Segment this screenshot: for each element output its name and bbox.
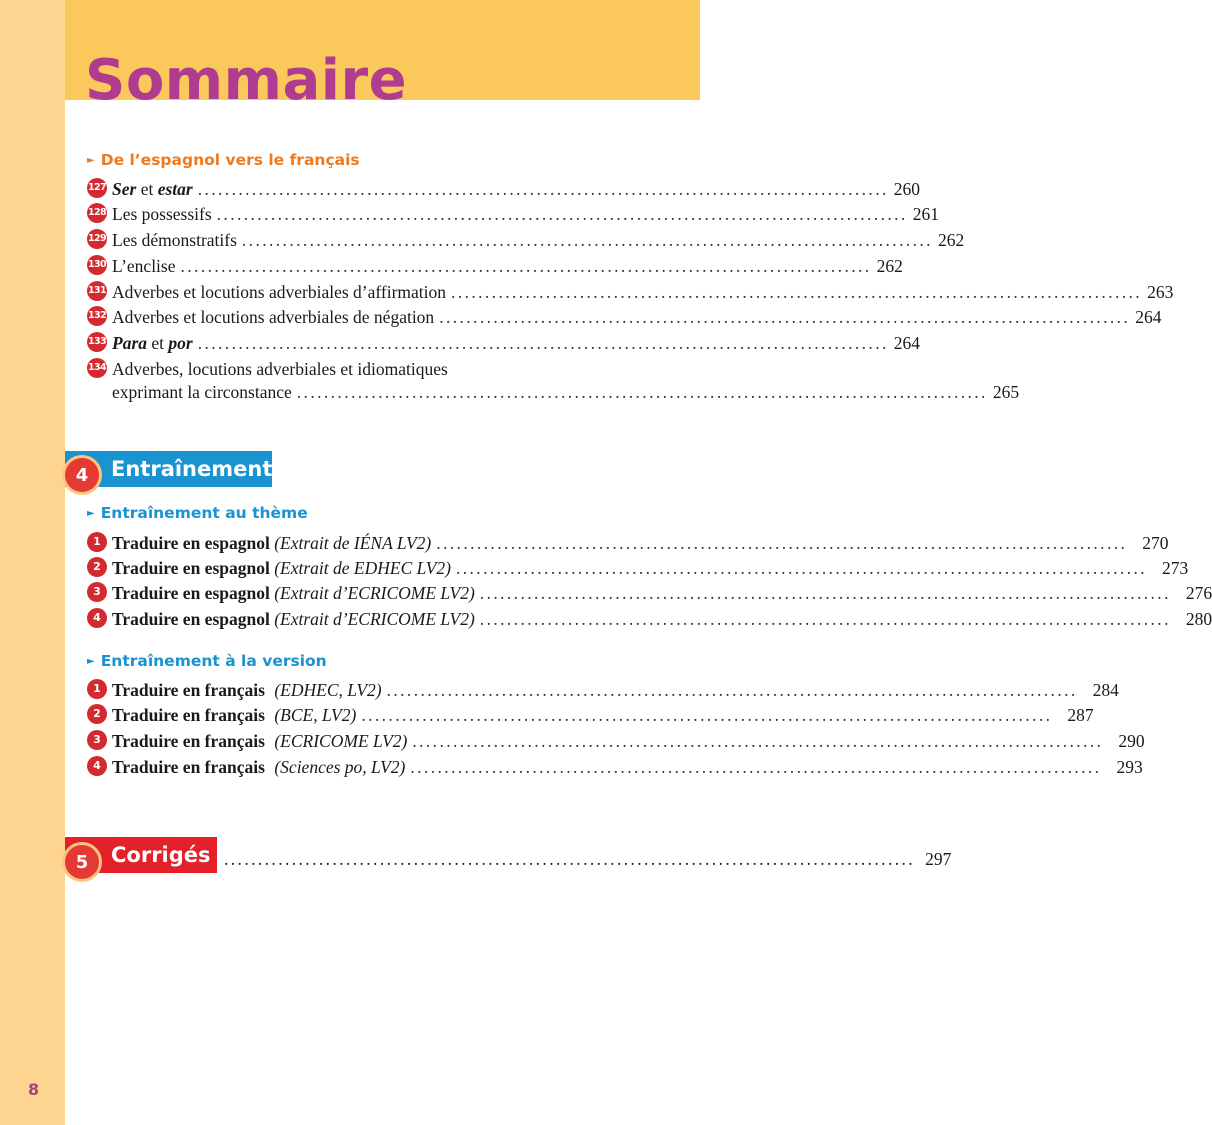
page-ref: 264 <box>893 333 921 353</box>
toc-entry-title: Adverbes et locutions adverbiales de négation <box>112 307 435 327</box>
chapter-number-badge: 132 <box>87 306 107 326</box>
section-4-title: Entraînement <box>111 457 273 481</box>
theme-entry-2[interactable] <box>87 555 1189 579</box>
section-5-leader <box>224 846 952 870</box>
triangle-bullet-icon: ► <box>87 656 95 667</box>
theme-entry-1[interactable] <box>87 530 1169 554</box>
version-entry-4[interactable] <box>87 754 1143 778</box>
left-color-band <box>0 0 65 1125</box>
chapter-number-badge: 127 <box>87 178 107 198</box>
dot-leader: ...................................................................................................... <box>410 757 1102 777</box>
dot-leader: ...................................................................................................... <box>479 609 1171 629</box>
toc-entry-title: Ser et estar <box>112 179 193 199</box>
chapter-number-badge: 131 <box>87 281 107 301</box>
subheading-entrainement-version: ► Entraînement à la version <box>87 652 327 670</box>
section-5-title: Corrigés <box>111 843 211 867</box>
page-ref: 297 <box>925 849 952 869</box>
exercise-number-badge: 3 <box>87 730 107 750</box>
page-ref: 293 <box>1116 757 1143 777</box>
page-ref: 273 <box>1162 558 1189 578</box>
dot-leader: ...................................................................................................... <box>197 179 889 199</box>
section-4-number-badge: 4 <box>62 455 102 495</box>
page-ref: 262 <box>937 230 965 250</box>
version-entry-2[interactable] <box>87 702 1094 726</box>
page-ref: 287 <box>1067 705 1094 725</box>
toc-entry-title: Les possessifs <box>112 204 212 224</box>
dot-leader: ...................................................................................................... <box>436 533 1128 553</box>
dot-leader: ...................................................................................................... <box>296 382 988 402</box>
dot-leader: ...................................................................................................... <box>197 333 889 353</box>
toc-entry-title: Adverbes et locutions adverbiales d’affirmation <box>112 282 447 302</box>
toc-entry-title: Traduire en espagnol (Extrait de IÉNA LV2) <box>112 533 432 553</box>
exercise-number-badge: 2 <box>87 557 107 577</box>
toc-entry-title: Traduire en français (Sciences po, LV2) <box>112 757 406 777</box>
toc-entry-title: Les démonstratifs <box>112 230 237 250</box>
page-ref: 290 <box>1118 731 1145 751</box>
version-entry-1[interactable] <box>87 677 1119 701</box>
dot-leader: ...................................................................................................... <box>439 307 1131 327</box>
page-ref: 260 <box>893 179 921 199</box>
toc-entry-title-continued: exprimant la circonstance <box>112 382 292 402</box>
toc-entry-134-line2[interactable] <box>112 379 1020 403</box>
dot-leader: ...................................................................................................... <box>241 230 933 250</box>
page-ref: 264 <box>1135 307 1162 327</box>
toc-entry-title: Traduire en espagnol (Extrait d’ECRICOME LV2) <box>112 583 475 603</box>
exercise-number-badge: 4 <box>87 756 107 776</box>
page-title: Sommaire <box>85 48 408 113</box>
toc-entry-title: Traduire en français (ECRICOME LV2) <box>112 731 408 751</box>
page-ref: 261 <box>912 204 939 224</box>
dot-leader: ...................................................................................................... <box>455 558 1148 578</box>
dot-leader: ...................................................................................................... <box>361 705 1053 725</box>
page-number: 8 <box>28 1080 40 1099</box>
toc-entry-title: Traduire en français (EDHEC, LV2) <box>112 680 382 700</box>
toc-entry-title: Adverbes, locutions adverbiales et idiomatiques <box>112 359 448 379</box>
subheading-entrainement-theme: ► Entraînement au thème <box>87 504 308 522</box>
toc-entry-133[interactable] <box>87 330 921 354</box>
page-ref: 270 <box>1142 533 1169 553</box>
page-ref: 276 <box>1185 583 1212 603</box>
exercise-number-badge: 1 <box>87 679 107 699</box>
chapter-number-badge: 128 <box>87 203 107 223</box>
theme-entry-3[interactable] <box>87 580 1212 604</box>
dot-leader: ...................................................................................................... <box>224 849 916 869</box>
triangle-bullet-icon: ► <box>87 508 95 519</box>
toc-entry-132[interactable] <box>87 304 1162 328</box>
exercise-number-badge: 4 <box>87 608 107 628</box>
subheading-espagnol-francais: ► De l’espagnol vers le français <box>87 151 360 169</box>
dot-leader: ...................................................................................................... <box>451 282 1143 302</box>
exercise-number-badge: 1 <box>87 532 107 552</box>
page-ref: 262 <box>876 256 903 276</box>
page-ref: 280 <box>1185 609 1212 629</box>
toc-entry-title: Traduire en français (BCE, LV2) <box>112 705 357 725</box>
dot-leader: ...................................................................................................... <box>216 204 908 224</box>
toc-entry-127[interactable] <box>87 176 921 200</box>
dot-leader: ...................................................................................................... <box>479 583 1171 603</box>
chapter-number-badge: 133 <box>87 332 107 352</box>
toc-entry-title: Traduire en espagnol (Extrait d’ECRICOME LV2) <box>112 609 475 629</box>
toc-entry-129[interactable] <box>87 227 965 251</box>
page-ref: 284 <box>1092 680 1119 700</box>
section-5-number-badge: 5 <box>62 842 102 882</box>
toc-entry-131[interactable] <box>87 279 1174 303</box>
dot-leader: ...................................................................................................... <box>386 680 1078 700</box>
triangle-bullet-icon: ► <box>87 155 95 166</box>
toc-entry-128[interactable] <box>87 201 939 225</box>
exercise-number-badge: 3 <box>87 582 107 602</box>
dot-leader: ...................................................................................................... <box>412 731 1104 751</box>
toc-entry-134-line1[interactable] <box>87 356 448 380</box>
chapter-number-badge: 130 <box>87 255 107 275</box>
toc-entry-title: Traduire en espagnol (Extrait de EDHEC LV2) <box>112 558 451 578</box>
toc-entry-title: Para et por <box>112 333 193 353</box>
theme-entry-4[interactable] <box>87 606 1212 630</box>
page-ref: 263 <box>1147 282 1174 302</box>
chapter-number-badge: 129 <box>87 229 107 249</box>
toc-entry-title: L’enclise <box>112 256 176 276</box>
version-entry-3[interactable] <box>87 728 1145 752</box>
page-ref: 265 <box>992 382 1020 402</box>
chapter-number-badge: 134 <box>87 358 107 378</box>
exercise-number-badge: 2 <box>87 704 107 724</box>
toc-entry-130[interactable] <box>87 253 903 277</box>
dot-leader: ...................................................................................................... <box>180 256 872 276</box>
